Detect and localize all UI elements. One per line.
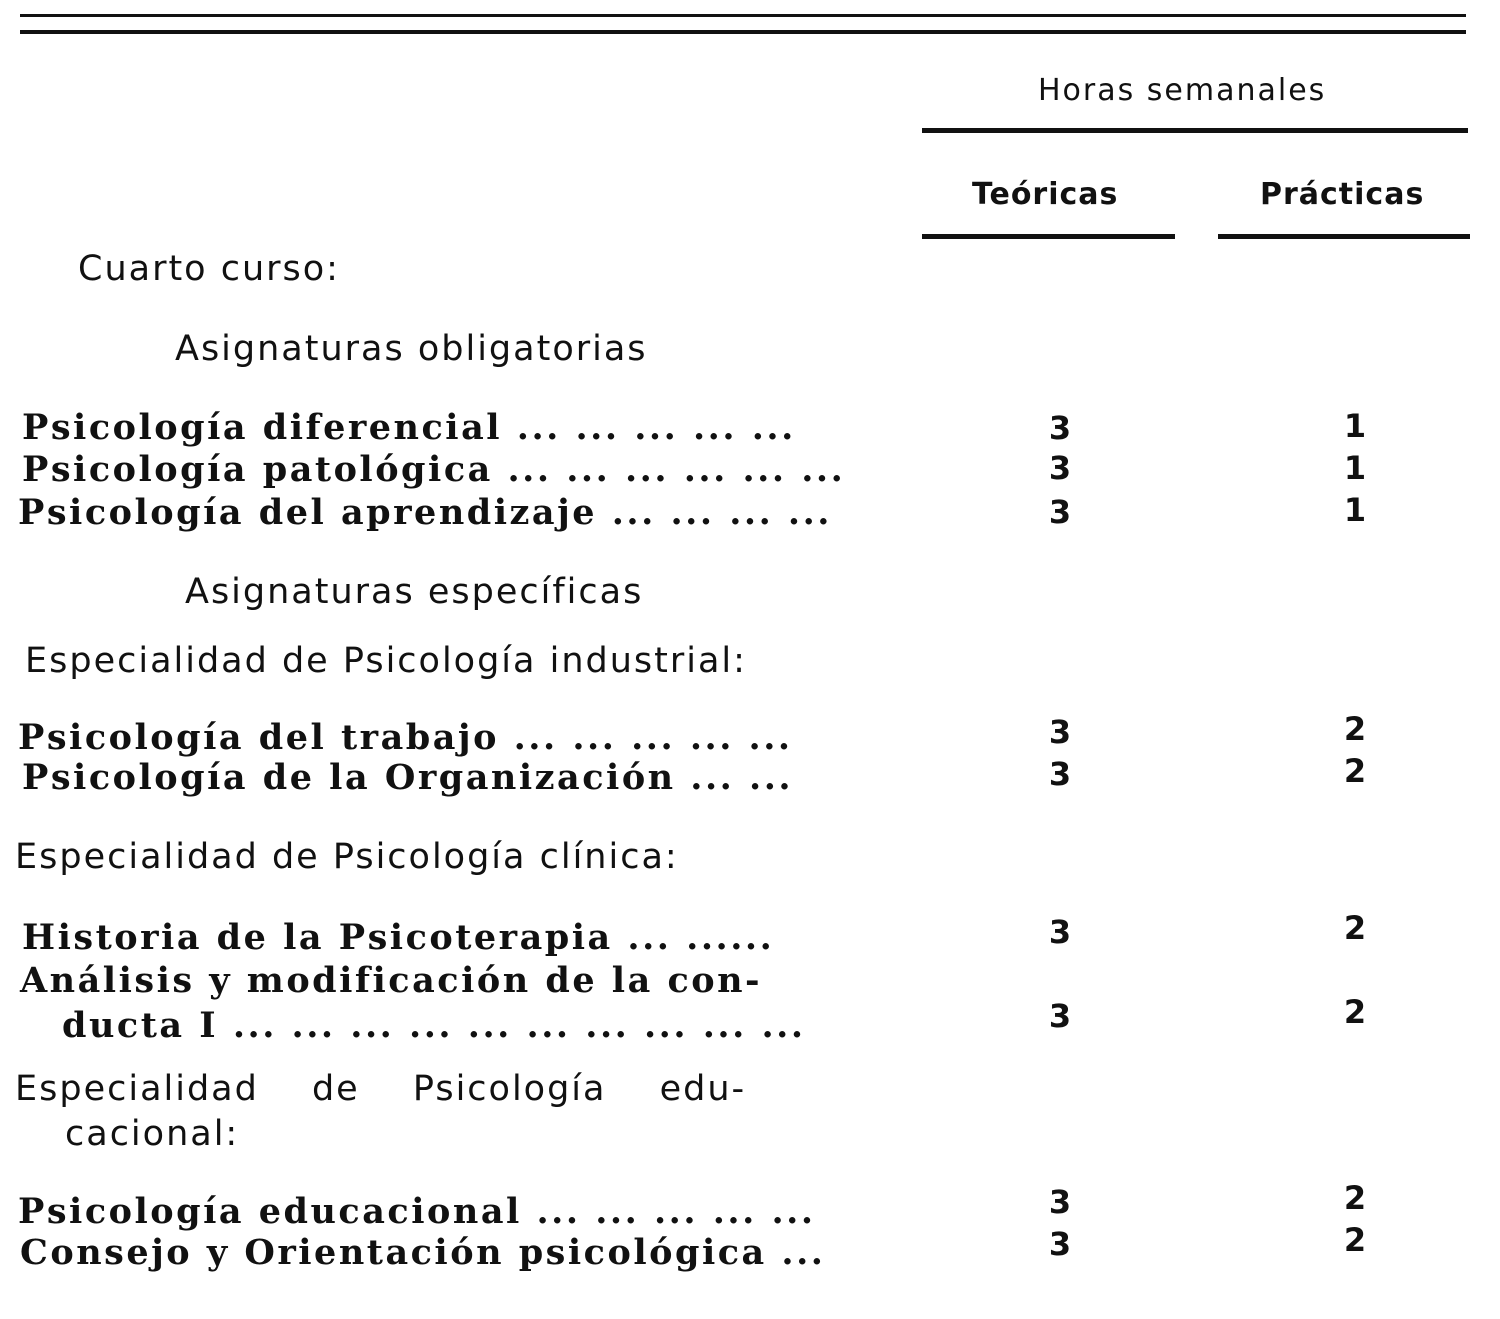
spec-educational: Especialidad de Psicología edu- <box>15 1069 747 1109</box>
practice-hours: 2 <box>1343 710 1367 748</box>
theory-rule <box>922 234 1175 239</box>
theory-hours: 3 <box>1048 449 1072 487</box>
subject: Psicología del trabajo ... ... ... ... ... <box>18 717 793 758</box>
theory-hours: 3 <box>1048 755 1072 793</box>
section-required: Asignaturas obligatorias <box>175 329 648 369</box>
practice-hours: 1 <box>1343 407 1367 445</box>
header-group-rule <box>922 128 1468 133</box>
top-rule-1 <box>20 14 1466 17</box>
spec-clinical: Especialidad de Psicología clínica: <box>15 837 679 877</box>
theory-hours: 3 <box>1048 409 1072 447</box>
spec-industrial: Especialidad de Psicología industrial: <box>25 641 747 681</box>
theory-hours: 3 <box>1048 493 1072 531</box>
subject-continued: ducta I ... ... ... ... ... ... ... ... ... ... <box>62 1005 806 1046</box>
subject: Psicología educacional ... ... ... ... ... <box>18 1191 816 1232</box>
header-group: Horas semanales <box>1038 73 1327 108</box>
subject: Historia de la Psicoterapia ... ...... <box>22 917 775 958</box>
practice-hours: 1 <box>1343 449 1367 487</box>
practice-hours: 2 <box>1343 909 1367 947</box>
theory-hours: 3 <box>1048 1225 1072 1263</box>
section-specific: Asignaturas específicas <box>185 572 644 612</box>
subject: Psicología del aprendizaje ... ... ... ... <box>18 492 832 533</box>
header-theory: Teóricas <box>972 177 1119 212</box>
theory-hours: 3 <box>1048 1183 1072 1221</box>
theory-hours: 3 <box>1048 713 1072 751</box>
subject: Análisis y modificación de la con- <box>20 960 763 1001</box>
subject: Psicología patológica ... ... ... ... ... ... <box>22 449 846 490</box>
theory-hours: 3 <box>1048 913 1072 951</box>
spec-educational-continued: cacional: <box>65 1114 240 1154</box>
practice-hours: 2 <box>1343 993 1367 1031</box>
practice-hours: 1 <box>1343 491 1367 529</box>
subject: Psicología de la Organización ... ... <box>22 757 794 798</box>
subject: Psicología diferencial ... ... ... ... ... <box>22 407 796 448</box>
practice-hours: 2 <box>1343 1179 1367 1217</box>
practice-rule <box>1218 234 1470 239</box>
practice-hours: 2 <box>1343 752 1367 790</box>
practice-hours: 2 <box>1343 1221 1367 1259</box>
top-rule-2 <box>20 30 1466 34</box>
course-heading: Cuarto curso: <box>78 249 340 289</box>
subject: Consejo y Orientación psicológica ... <box>20 1232 826 1273</box>
theory-hours: 3 <box>1048 997 1072 1035</box>
header-practice: Prácticas <box>1260 177 1425 212</box>
